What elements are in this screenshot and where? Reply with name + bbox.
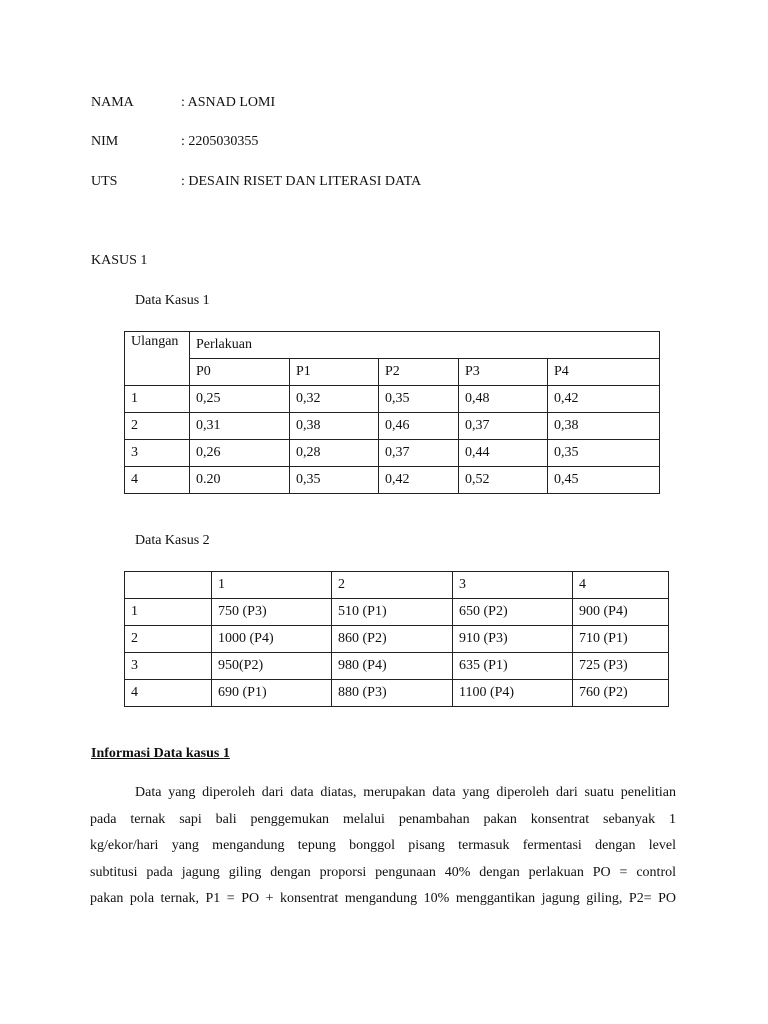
- table-cell: 650 (P2): [453, 599, 573, 626]
- table-cell: 3: [125, 653, 212, 680]
- column-header: P4: [548, 359, 660, 386]
- table-cell: 510 (P1): [332, 599, 453, 626]
- table-cell: 0,25: [190, 386, 290, 413]
- table-subheader-row: [125, 359, 660, 386]
- table1-caption: Data Kasus 1: [135, 293, 210, 308]
- paragraph-line: Data yang diperoleh dari data diatas, merupakan data yang diperoleh dari suatu penelitian: [135, 785, 676, 800]
- data-table-kasus-1: [124, 331, 660, 494]
- column-header: [125, 572, 212, 599]
- table-cell: 0,42: [548, 386, 660, 413]
- table2-caption: Data Kasus 2: [135, 533, 210, 548]
- kasus-title: KASUS 1: [91, 253, 148, 268]
- table-cell: 4: [125, 467, 190, 494]
- table-cell: 860 (P2): [332, 626, 453, 653]
- table-cell: 950(P2): [212, 653, 332, 680]
- table-cell: 910 (P3): [453, 626, 573, 653]
- uts-value: : DESAIN RISET DAN LITERASI DATA: [181, 174, 422, 189]
- table-cell: 0,45: [548, 467, 660, 494]
- table-cell: 880 (P3): [332, 680, 453, 707]
- table-cell: 760 (P2): [573, 680, 669, 707]
- table-header-row: [125, 572, 669, 599]
- table-row: [125, 413, 660, 440]
- paragraph-line: kg/ekor/hari yang mengandung tepung bonggol pisang termasuk fermentasi dengan level: [90, 838, 676, 853]
- column-header: 4: [573, 572, 669, 599]
- table-cell: 4: [125, 680, 212, 707]
- table-cell: 0,46: [379, 413, 459, 440]
- table-row: [125, 440, 660, 467]
- table-cell: 1000 (P4): [212, 626, 332, 653]
- nim-label: NIM: [91, 134, 119, 149]
- nim-value: : 2205030355: [181, 134, 259, 149]
- table-cell: 0,42: [379, 467, 459, 494]
- info-heading: Informasi Data kasus 1: [91, 746, 230, 761]
- table-cell: 0.20: [190, 467, 290, 494]
- column-header: 1: [212, 572, 332, 599]
- column-header: P0: [190, 359, 290, 386]
- table-cell: 635 (P1): [453, 653, 573, 680]
- table-cell: 725 (P3): [573, 653, 669, 680]
- data-table-kasus-2: [124, 571, 669, 707]
- table-cell: 1: [125, 386, 190, 413]
- table-cell: 0,52: [459, 467, 548, 494]
- table-cell: 0,37: [379, 440, 459, 467]
- column-header: 2: [332, 572, 453, 599]
- table-cell: 710 (P1): [573, 626, 669, 653]
- table-cell: 0,48: [459, 386, 548, 413]
- table-cell: 750 (P3): [212, 599, 332, 626]
- table-cell: 0,37: [459, 413, 548, 440]
- table-cell: 2: [125, 413, 190, 440]
- table-cell: 0,31: [190, 413, 290, 440]
- column-header: P3: [459, 359, 548, 386]
- table-cell: 0,35: [548, 440, 660, 467]
- table-cell: 0,38: [290, 413, 379, 440]
- table-row: [125, 653, 669, 680]
- table-cell: 2: [125, 626, 212, 653]
- info-paragraph: [90, 780, 676, 913]
- ulangan-header: Ulangan: [125, 332, 190, 386]
- table-cell: 0,38: [548, 413, 660, 440]
- table-header-row: [125, 332, 660, 359]
- table-row: [125, 680, 669, 707]
- table-cell: 0,35: [379, 386, 459, 413]
- table-cell: 3: [125, 440, 190, 467]
- table-cell: 0,35: [290, 467, 379, 494]
- table-cell: 1: [125, 599, 212, 626]
- table-cell: 1100 (P4): [453, 680, 573, 707]
- column-header: 3: [453, 572, 573, 599]
- paragraph-line: subtitusi pada jagung giling dengan proporsi pengunaan 40% dengan perlakuan PO = control: [90, 864, 676, 880]
- column-header: P1: [290, 359, 379, 386]
- table-cell: 0,44: [459, 440, 548, 467]
- table-cell: 690 (P1): [212, 680, 332, 707]
- perlakuan-header: Perlakuan: [190, 332, 660, 359]
- table-row: [125, 626, 669, 653]
- table-row: [125, 386, 660, 413]
- table-cell: 900 (P4): [573, 599, 669, 626]
- table-row: [125, 467, 660, 494]
- nama-label: NAMA: [91, 95, 134, 110]
- table-cell: 0,28: [290, 440, 379, 467]
- table-cell: 0,26: [190, 440, 290, 467]
- column-header: P2: [379, 359, 459, 386]
- table-row: [125, 599, 669, 626]
- uts-label: UTS: [91, 174, 118, 189]
- table-cell: 0,32: [290, 386, 379, 413]
- table-cell: 980 (P4): [332, 653, 453, 680]
- nama-value: : ASNAD LOMI: [181, 95, 276, 110]
- paragraph-line: pada ternak sapi bali penggemukan melalui penambahan pakan konsentrat sebanyak 1: [90, 811, 676, 827]
- paragraph-line: pakan pola ternak, P1 = PO + konsentrat mengandung 10% menggantikan jagung giling, P2= PO: [90, 891, 676, 906]
